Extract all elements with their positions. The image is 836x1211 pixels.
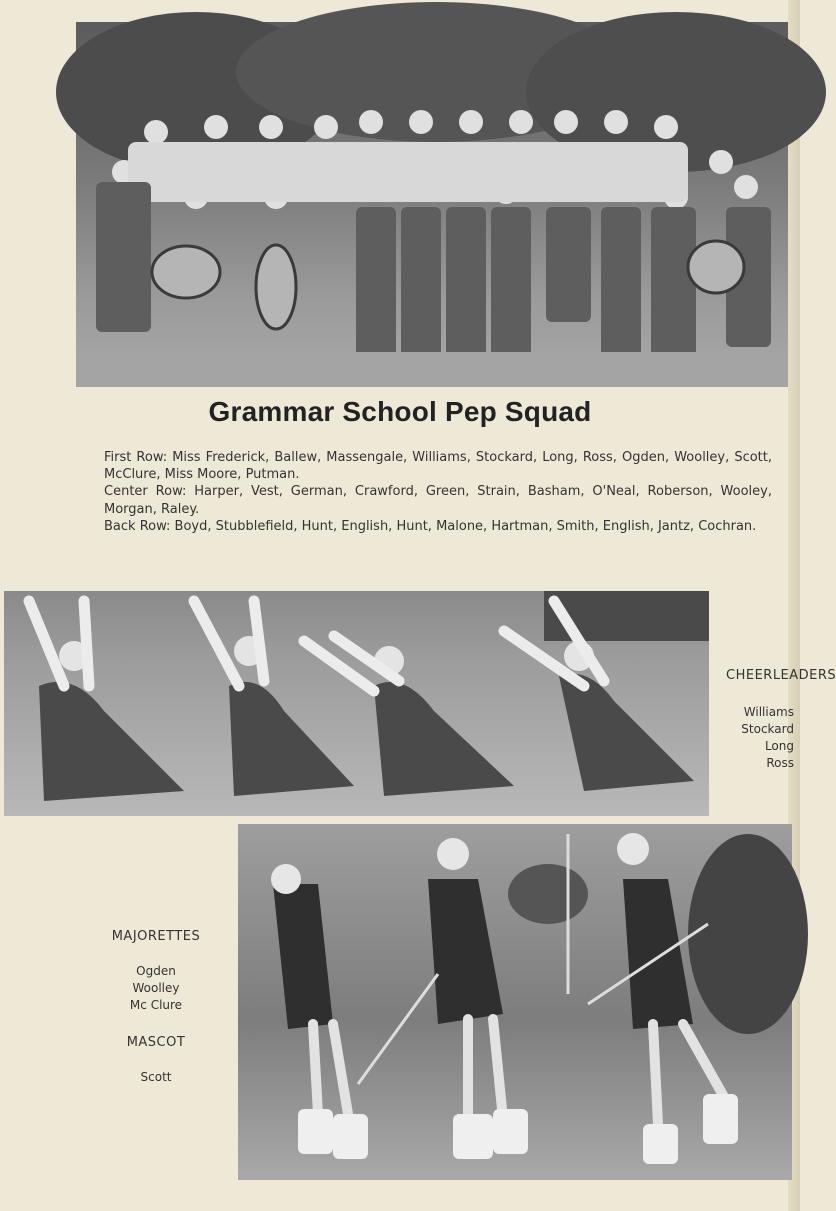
majorettes-heading: MAJORETTES <box>111 929 201 944</box>
group-photo <box>76 22 788 387</box>
cheerleader-name: Ross <box>766 756 794 770</box>
majorettes-photo <box>238 824 792 1180</box>
mascot-name: Scott <box>140 1070 172 1084</box>
cheerleaders-names <box>730 704 794 772</box>
cheerleaders-photo <box>4 591 709 816</box>
cheerleader-name: Stockard <box>741 722 794 736</box>
cheerleaders-heading <box>726 667 836 684</box>
mascot-heading: MASCOT <box>126 1035 186 1050</box>
photo-caption <box>104 449 772 535</box>
majorette-name: Woolley <box>132 981 180 995</box>
caption-center-row: Center Row: Harper, Vest, German, Crawford, Green, Strain, Basham, O'Neal, Roberson, Wooley, Morgan, Raley. <box>104 484 772 517</box>
caption-first-row: First Row: Miss Frederick, Ballew, Massengale, Williams, Stockard, Long, Ross, Ogden, Woolley, Scott, McClure, Miss Moore, Putman. <box>104 450 772 483</box>
caption-back-row: Back Row: Boyd, Stubblefield, Hunt, English, Hunt, Malone, Hartman, Smith, English, Jantz, Cochran. <box>104 518 757 534</box>
majorette-name: Ogden <box>136 964 176 978</box>
cheerleader-name: Long <box>764 739 794 753</box>
majorette-name: Mc Clure <box>129 998 183 1012</box>
cheerleader-name: Williams <box>743 705 794 719</box>
majorettes-mascot-block <box>108 928 204 1086</box>
page-title: Grammar School Pep Squad <box>208 396 592 427</box>
cheerleaders-heading-text: CHEERLEADERS <box>726 668 836 683</box>
